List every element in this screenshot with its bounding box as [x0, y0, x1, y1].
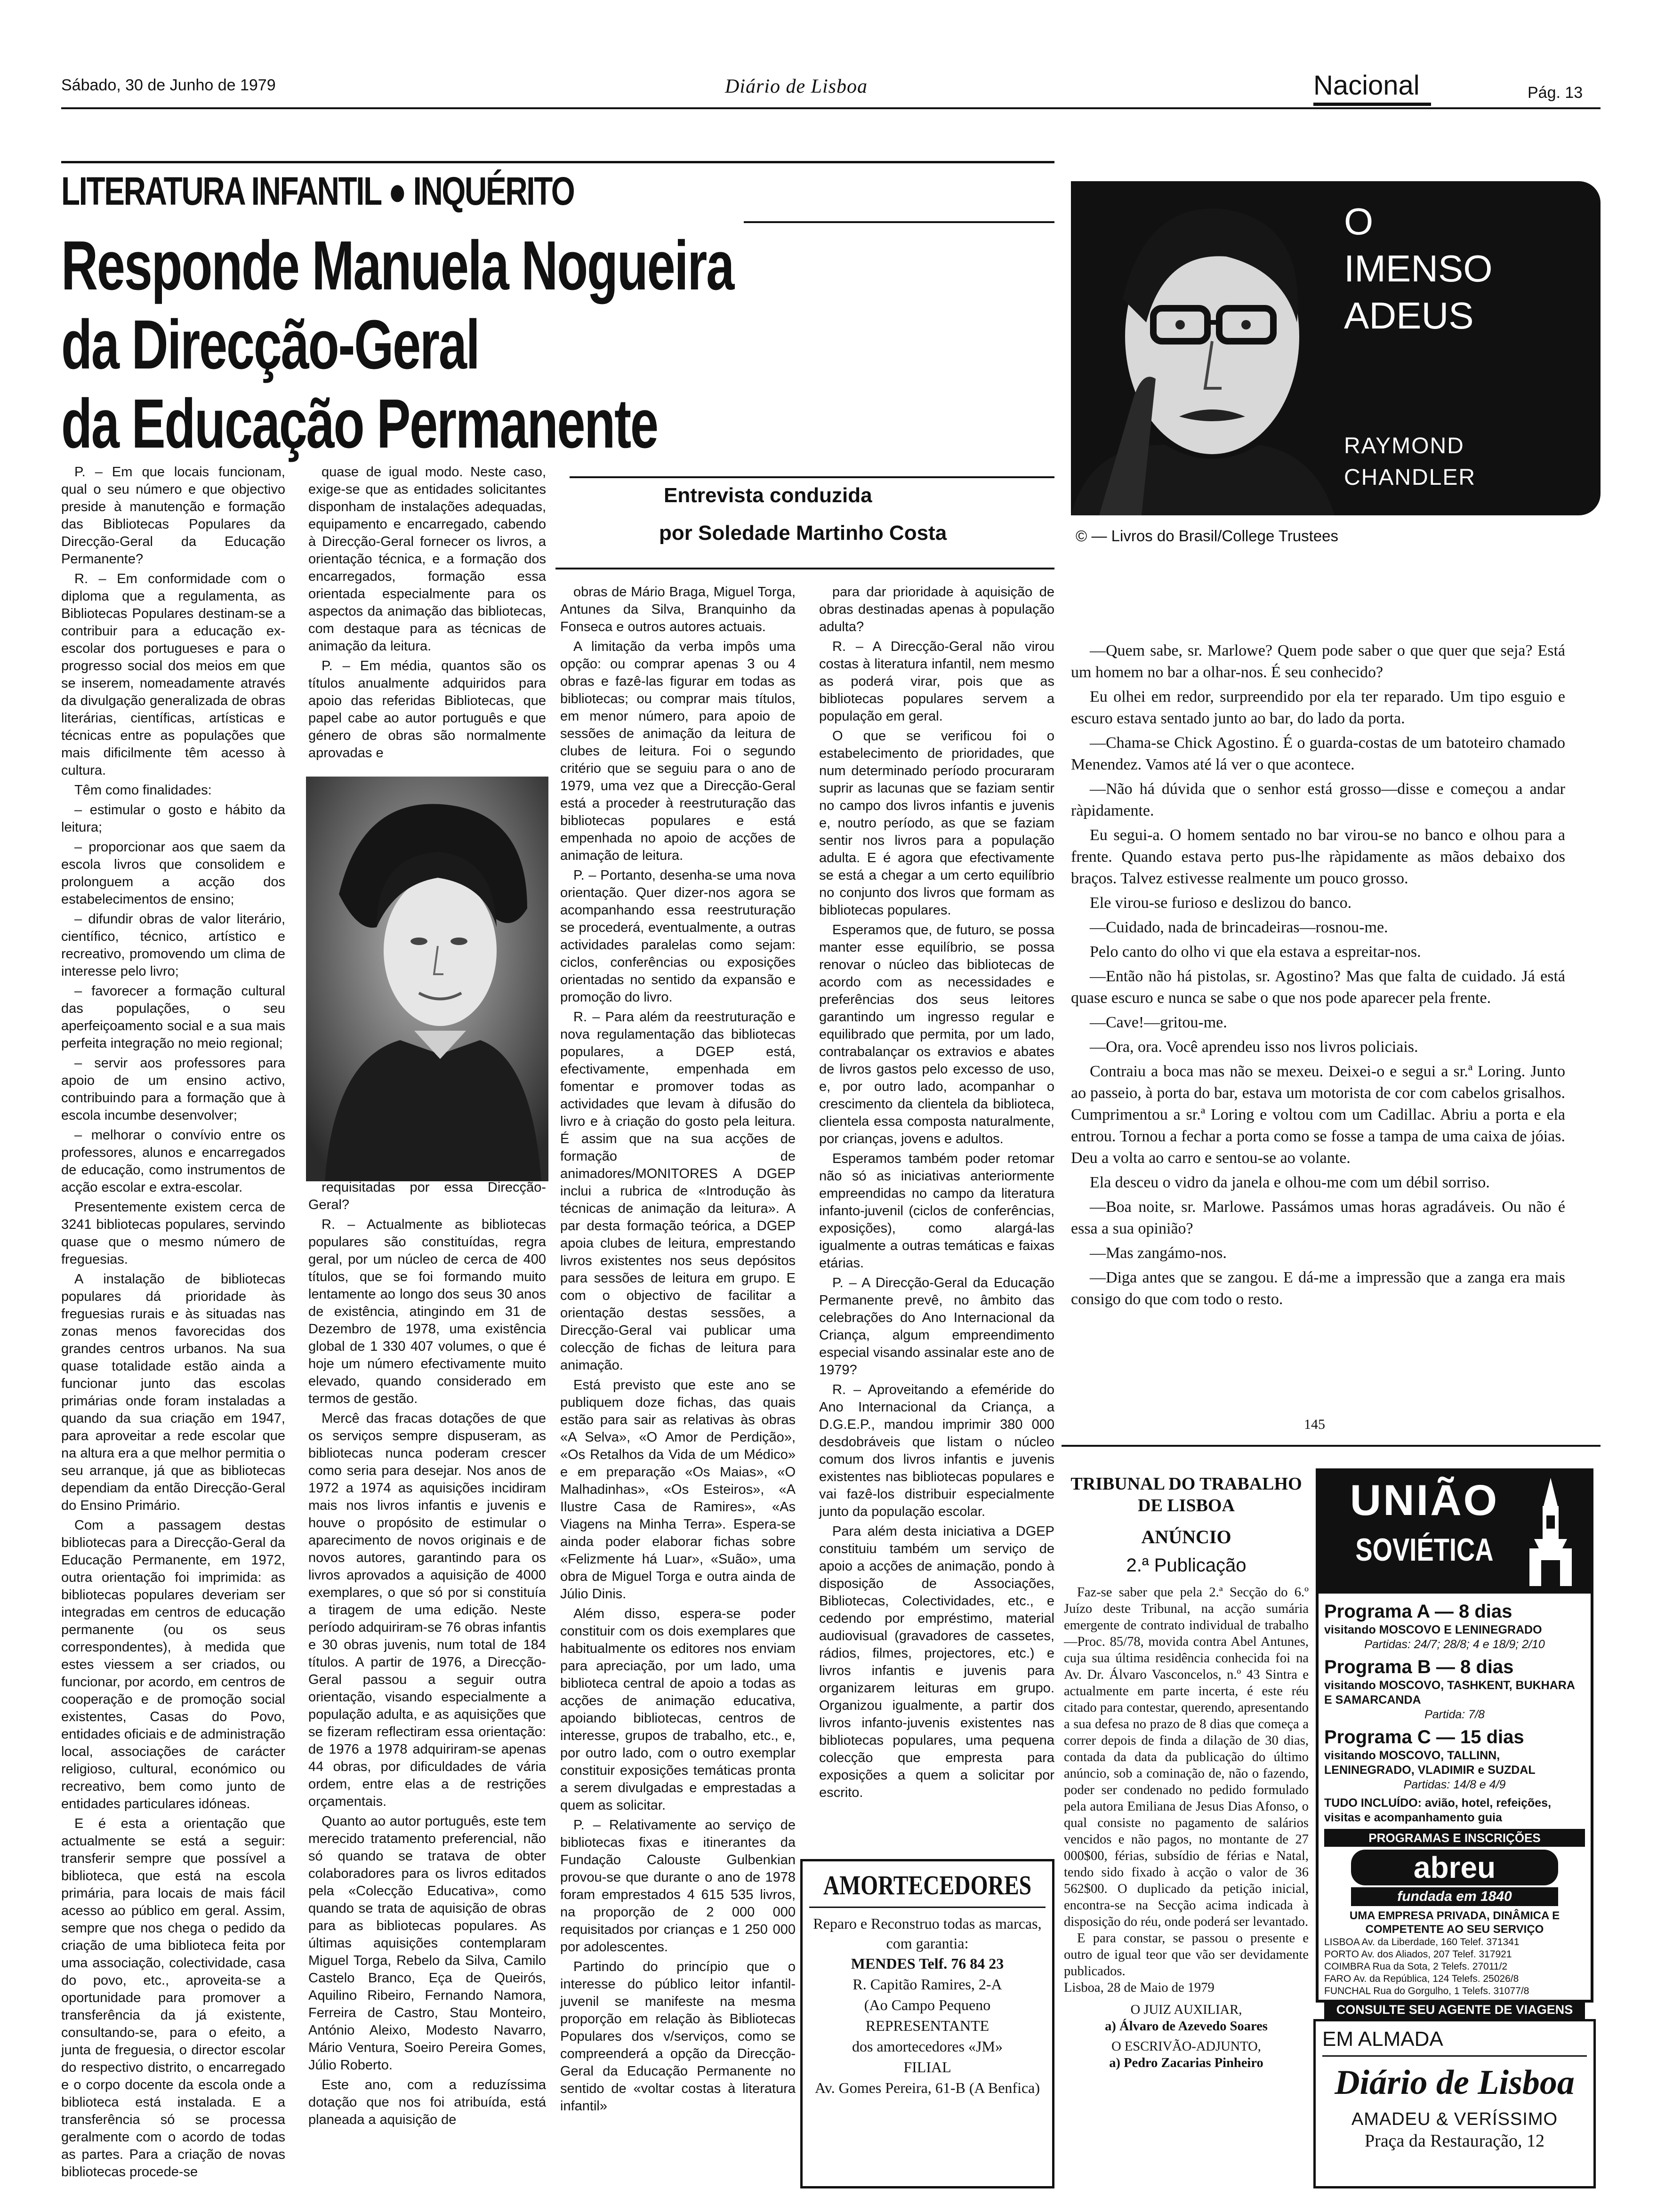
article-column-3: [560, 584, 796, 2186]
almada-label: EM ALMADA: [1322, 2026, 1587, 2057]
paragraph: R. – Para além da reestruturação e nova regulamentação das bibliotecas populares, a DGEP está, efectivamente, empenhada em fomentar e promover todas as actividades que levam à difusão do livro e à criação do gosto pela leitura. É assim que na sua acções de formação de animadores/MONITORES A DGEP inclui a rubrica de «Introdução às técnicas de animação da leitura». A par desta formação teórica, a DGEP apoia clubes de leitura, emprestando livros existentes nos seus depósitos para sessões de leitura em grupo. E com o objectivo de facilitar a orientação destas sessões, a Direcção-Geral vai publicar uma colecção de fichas de leitura para animação.: [560, 1010, 796, 1373]
program-days: 15 dias: [1460, 1727, 1524, 1747]
story-paragraph: —Quem sabe, sr. Marlowe? Quem pode saber o que quer que seja? Está um homem no bar a olhar-nos. É seu conhecido?: [1071, 642, 1565, 681]
headline-line-3: da Educação Permanente: [61, 385, 658, 463]
tribunal-title: DE LISBOA: [1138, 1496, 1235, 1515]
program-name: Programa C: [1324, 1727, 1431, 1747]
office-line: FARO Av. da República, 124 Telefs. 25026/8: [1324, 1973, 1519, 1984]
program-dates: Partidas: 24/7; 28/8; 4 e 18/9; 2/10: [1364, 1638, 1545, 1651]
program-days: 8 dias: [1459, 1601, 1512, 1622]
paragraph: P. – Em que locais funcionam, qual o seu número e que objectivo preside à manutenção e formação das Bibliotecas Populares da Direcção-Geral da Educação Permanente?: [61, 465, 285, 567]
program-dates: Partidas: 14/8 e 4/9: [1403, 1778, 1506, 1791]
section-name: Nacional: [1313, 70, 1420, 101]
story-paragraph: Eu olhei em redor, surpreendido por ela ter reparado. Um tipo esguio e escuro estava sentado junto ao bar, do lado da porta.: [1071, 688, 1565, 727]
portrait-photo: [306, 777, 548, 1181]
paragraph: Presentemente existem cerca de 3241 bibliotecas populares, servindo quase que o mesmo número de freguesias.: [61, 1200, 285, 1267]
soviet-cta: CONSULTE SEU AGENTE DE VIAGENS: [1324, 2000, 1585, 2019]
tribunal-clerk: a) Pedro Zacarias Pinheiro: [1109, 2056, 1263, 2070]
kicker-rule-top: [61, 161, 1054, 163]
paragraph: – estimular o gosto e hábito da leitura;: [61, 802, 285, 835]
amortecedores-line: Reparo e Reconstruo todas as marcas, com garantia:: [813, 1915, 1042, 1952]
amortecedores-line: REPRESENTANTE: [865, 2017, 989, 2034]
amortecedores-rule: [809, 1907, 1046, 1908]
paragraph: R. – A Direcção-Geral não virou costas à literatura infantil, nem mesmo as poderá virar, pois que as bibliotecas populares servem a população em geral.: [819, 639, 1054, 724]
office-line: FUNCHAL Rua do Gorgulho, 1 Telefs. 31077/8: [1324, 1986, 1529, 1996]
byline-rule-top: [570, 476, 1054, 478]
issue-date: Sábado, 30 de Junho de 1979: [61, 76, 276, 94]
abreu-founded: fundada em 1840: [1351, 1887, 1558, 1906]
paragraph: quase de igual modo. Neste caso, exige-se que as entidades solicitantes disponham de instalações adequadas, equipamento e encarregado, cabendo à Direcção-Geral fornecer os livros, a orientação técnica, e a formação dos encarregados, formação essa orientada especialmente para os aspectos da animação das bibliotecas, com destaque para as técnicas de animação da leitura.: [308, 465, 546, 654]
tribunal-judge: a) Álvaro de Azevedo Soares: [1105, 2019, 1268, 2034]
paragraph: P. – Em média, quantos são os títulos anualmente adquiridos para apoio das referidas Bibliotecas, que papel cabe ao autor português e que género de obras são normalmente aprovadas e: [308, 658, 546, 761]
feature-title-line-3: ADEUS: [1344, 295, 1474, 337]
almada-brand: Diário de Lisboa: [1335, 2063, 1575, 2102]
article-column-1: [61, 464, 285, 2186]
story-paragraph: Contraiu a boca mas não se mexeu. Deixei-o e segui a sr.ª Loring. Junto ao passeio, à porta do bar, estava um motorista de cor com cabelos grisalhos. Cumprimentou a sr.ª Loring e voltou com um Cadillac. Abriu a porta e ela entrou. Tornou a fechar a porta como se fosse a tampa de uma caixa de jóias. Deu a volta ao carro e sentou-se ao volante.: [1071, 1063, 1565, 1167]
paragraph: Além disso, espera-se poder constituir com os dois exemplares que habitualmente os editores nos enviam para apreciação, por um lado, uma biblioteca central de apoio a todas as acções de animação educativa, apoiando bibliotecas, centros de interesse, grupos de trabalho, etc., e, por outro lado, com o outro exemplar constituir exposições temáticas pronta a serem divulgadas e emprestadas a quem as solicitar.: [560, 1606, 796, 1813]
tribunal-notice: [1064, 1473, 1309, 2188]
feature-title-line-2: IMENSO: [1344, 248, 1493, 289]
program-visit: visitando MOSCOVO E LENINEGRADO: [1324, 1623, 1542, 1636]
paragraph: para dar prioridade à aquisição de obras destinadas apenas à população adulta?: [819, 585, 1054, 634]
amortecedores-line: (Ao Campo Pequeno: [864, 1996, 991, 2013]
tribunal-title: TRIBUNAL DO TRABALHO: [1070, 1474, 1302, 1494]
story-rule-bottom: [1062, 1445, 1601, 1447]
paragraph: requisitadas por essa Direcção-Geral?: [308, 1180, 546, 1212]
paragraph: Têm como finalidades:: [74, 783, 212, 798]
program-visit: visitando MOSCOVO, TALLINN, LENINEGRADO, VLADIMIR e SUZDAL: [1324, 1749, 1536, 1777]
soviet-includes: TUDO INCLUÍDO: avião, hotel, refeições, visitas e acompanhamento guia: [1324, 1796, 1552, 1824]
paragraph: R. – Em conformidade com o diploma que a regulamenta, as Bibliotecas Populares destinam-se a contribuir para a educação ex-escolar dos portugueses e para o progresso social dos meios em que se inserem, nomeadamente através da divulgação generalizada de obras literárias, científicas, artísticas e técnicas entre as populações que mais dificilmente têm acesso à cultura.: [61, 571, 285, 778]
paragraph: – servir aos professores para apoio de um ensino activo, contribuindo para a formação que à escola incumbe desenvolver;: [61, 1056, 285, 1123]
office-line: PORTO Av. dos Aliados, 207 Telef. 317921: [1324, 1949, 1512, 1960]
tribunal-judge-title: O JUIZ AUXILIAR,: [1130, 2003, 1242, 2017]
paragraph: R. – Actualmente as bibliotecas populares são constituídas, regra geral, por um núcleo de cerca de 400 títulos, que se foi formando muito lentamente ao longo dos seus 30 anos de existência, atingindo em 31 de Dezembro de 1978, uma existência global de 1 330 407 volumes, o que é hoje um número efectivamente muito elevado, quando considerado em termos de gestão.: [308, 1217, 546, 1406]
soviet-info-banner: PROGRAMAS E INSCRIÇÕES: [1324, 1829, 1585, 1847]
tribunal-closing: E para constar, se passou o presente e outro de igual teor que vão ser devidamente publicados.: [1064, 1931, 1309, 1979]
story-paragraph: —Cuidado, nada de brincadeiras—rosnou-me.: [1090, 919, 1388, 936]
program-name: Programa B: [1324, 1657, 1431, 1677]
soviet-title-2: SOVIÉTICA: [1355, 1532, 1494, 1568]
paper-name: Diário de Lisboa: [725, 76, 868, 97]
office-line: LISBOA Av. da Liberdade, 160 Telef. 371341: [1324, 1937, 1520, 1948]
paragraph: P. – A Direcção-Geral da Educação Permanente prevê, no âmbito das celebrações do Ano Internacional da Criança, algum empreendimento especial visando assinalar este ano de 1979?: [819, 1275, 1054, 1378]
tribunal-subtitle: ANÚNCIO: [1141, 1526, 1231, 1547]
program-c: Programa C — 15 dias visitando MOSCOVO, TALLINN, LENINEGRADO, VLADIMIR e SUZDAL Partidas: 14/8 e 4/9: [1324, 1726, 1585, 1792]
headline-line-1: Responde Manuela Nogueira: [61, 227, 734, 305]
paragraph: A limitação da verba impôs uma opção: ou comprar apenas 3 ou 4 obras e fazê-las figurar em todas as bibliotecas; ou comprar mais títulos, em menor número, para apoio de sessões de animação da leitura de clubes de leitura. Foi o segundo critério que se seguiu para o ano de 1979, uma vez que a Direcção-Geral está a proceder à reestruturação das bibliotecas populares e está empenhada no apoio de acções de animação de leitura.: [560, 639, 796, 863]
program-a: Programa A — 8 dias visitando MOSCOVO E LENINEGRADO Partidas: 24/7; 28/8; 4 e 18/9; 2/10: [1324, 1600, 1585, 1652]
article-column-4: [819, 584, 1054, 1817]
paragraph: R. – Aproveitando a efeméride do Ano Internacional da Criança, a D.G.E.P., mandou imprimir 380 000 desdobráveis que listam o núcleo comum dos livros infantis e juvenis existentes nas bibliotecas populares e vai fazê-los distribuir especialmente junto da população escolar.: [819, 1382, 1054, 1519]
story-paragraph: —Diga antes que se zangou. E dá-me a impressão que a zanga era mais consigo do que com todo o resto.: [1071, 1269, 1565, 1308]
story-paragraph: —Ora, ora. Você aprendeu isso nos livros policiais.: [1090, 1038, 1418, 1056]
amortecedores-phone: MENDES Telf. 76 84 23: [851, 1955, 1004, 1972]
tribunal-date: Lisboa, 28 de Maio de 1979: [1064, 1980, 1215, 1995]
amortecedores-ad: [800, 1859, 1054, 2188]
program-b: Programa B — 8 dias visitando MOSCOVO, TASHKENT, BUKHARA E SAMARCANDA Partida: 7/8: [1324, 1656, 1585, 1722]
story-paragraph: Ela desceu o vidro da janela e olhou-me com um débil sorriso.: [1090, 1174, 1490, 1191]
byline-line-1: Entrevista conduzida: [664, 484, 872, 507]
kicker-rule-bottom: [744, 221, 1054, 223]
program-name: Programa A: [1324, 1601, 1430, 1622]
program-visit: visitando MOSCOVO, TASHKENT, BUKHARA E SAMARCANDA: [1324, 1679, 1575, 1707]
story-paragraph: —Não há dúvida que o senhor está grosso—disse e começou a andar ràpidamente.: [1071, 780, 1565, 819]
almada-ad: [1313, 2019, 1596, 2188]
paragraph: Mercê das fracas dotações de que os serviços sempre dispuseram, as bibliotecas nunca poderam crescer como seria para desejar. Nos anos de 1972 a 1974 as aquisições incidiram mais nos livros infantis e juvenis e houve o propósito de estimular o aparecimento de novos originais e de novos autores, garantindo para os livros aprovados a aquisição de 4000 exemplares, o que só por si constituía a tiragem de uma edição. Neste período adquiriram-se 76 obras infantis e 30 obras juvenis, num total de 184 títulos. A partir de 1976, a Direcção-Geral passou a seguir outra orientação, visando especialmente a população adulta, e as aquisições que se fizeram reflectiram essa orientação: de 1976 a 1978 adquiriram-se apenas 44 obras, por dificuldades de vária ordem, entre elas a de restrições orçamentais.: [308, 1411, 546, 1809]
program-days: 8 dias: [1460, 1657, 1514, 1677]
paragraph: Para além desta iniciativa a DGEP constituiu também um serviço de apoio a acções de animação, pondo à disposição de Associações, Bibliotecas, Colectividades, etc., e cedendo por empréstimo, material audiovisual (gravadores de cassetes, rádios, filmes, projectores, etc.) e livros infantis e juvenis para organizarem leituras em grupo. Organizou igualmente, a partir dos livros infanto-juvenis existentes nas bibliotecas populares, uma pequena colecção que empresta para exposições a quem a solicitar por escrito.: [819, 1524, 1054, 1800]
woman-portrait-image: [306, 777, 548, 1181]
article-kicker: LITERATURA INFANTIL ● INQUÉRITO: [61, 169, 574, 213]
feature-author-line-1: RAYMOND: [1344, 433, 1464, 458]
paragraph: Com a passagem destas bibliotecas para a Direcção-Geral da Educação Permanente, em 1972, outra orientação foi imprimida: as bibliotecas populares deveriam ser integradas em centros de educação permanente (ou os seus correspondentes), à medida que estes viessem a ser criados, ou funcionar, por acordo, em centros de cooperação e de promoção social existentes, Casas do Povo, entidades oficiais e de administração local, associações de carácter religioso, cultural, económico ou recreativo, bem como junto de entidades particulares idóneas.: [61, 1518, 285, 1811]
section-underline: [1313, 103, 1431, 106]
paragraph: – melhorar o convívio entre os professores, alunos e encarregados de educação, como instrumentos de acção escolar e extra-escolar.: [61, 1128, 285, 1195]
soviet-travel-ad: [1316, 1468, 1593, 2017]
tribunal-body: Faz-se saber que pela 2.ª Secção do 6.º Juízo deste Tribunal, na acção sumária emergente de contrato individual de trabalho—Proc. 85/78, movida contra Abel Antunes, cuja sua última residência conhecida foi na Av. Dr. Álvaro Vasconcelos, n.º 43 Sintra e actualmente em parte incerta, é este réu citado para contestar, querendo, apresentando a sua defesa no prazo de 8 dias que começa a correr depois de finda a dilação de 30 dias, contada da data da publicação do último anúncio, sob a cominação de, não o fazendo, poder ser condenado no pedido formulado pela autora Emiliana de Jesus Dias Afonso, o qual consiste no pagamento de salários vencidos e não pagos, no montante de 27 000$00, férias, subsídio de férias e Natal, tendo sido fixado à acção o valor de 36 562$00. O duplicado da petição inicial, encontra-se na Secção acima indicada à disposição do réu, onde poderá ser levantado.: [1064, 1585, 1309, 1929]
soviet-title-1: UNIÃO: [1350, 1476, 1499, 1524]
paragraph: – difundir obras de valor literário, científico, técnico, artístico e recreativo, promovendo um clima de interesse pelo livro;: [61, 912, 285, 979]
tribunal-publication: 2.ª Publicação: [1126, 1555, 1247, 1576]
paragraph: A instalação de bibliotecas populares dá prioridade às freguesias rurais e às situadas nas zonas menos favorecidas dos grandes centros urbanos. Na sua quase totalidade estão ainda a funcionar junto das escolas primárias onde foram instaladas a quando da sua criação em 1947, para aproveitar a rede escolar que na altura era a que melhor permitia o seu arranque, já que as bibliotecas dependiam da então Direcção-Geral do Ensino Primário.: [61, 1272, 285, 1513]
paragraph: Esperamos também poder retomar não só as iniciativas anteriormente empreendidas no campo da literatura infanto-juvenil (ciclos de conferências, exposições), como alargá-las igualmente a outras temáticas e faixas etárias.: [819, 1151, 1054, 1271]
story-paragraph: —Mas zangámo-nos.: [1090, 1244, 1227, 1262]
amortecedores-line: Av. Gomes Pereira, 61-B (A Benfica): [814, 2079, 1040, 2096]
tribunal-clerk-title: O ESCRIVÃO-ADJUNTO,: [1111, 2039, 1261, 2054]
feature-author-line-2: CHANDLER: [1344, 465, 1476, 490]
paragraph: O que se verificou foi o estabelecimento de prioridades, que num determinado período procuraram suprir as lacunas que se faziam sentir no campo dos livros infantis e juvenis e, noutro período, as que se faziam sentir nos livros para a população adulta. E é agora que efectivamente se está a chegar a um certo equilíbrio no conjunto dos livros que formam as bibliotecas populares.: [819, 729, 1054, 918]
story-paragraph: —Cave!—gritou-me.: [1090, 1014, 1227, 1031]
amortecedores-line: FILIAL: [903, 2059, 951, 2076]
article-column-2-bottom: [308, 1179, 546, 2186]
author-portrait-image: [1071, 181, 1335, 515]
headline-line-2: da Direcção-Geral: [61, 306, 479, 384]
paragraph: Está previsto que este ano se publiquem doze fichas, das quais estão para sair as relativas às obras «A Selva», «O Amor de Perdição», «Os Retalhos da Vida de um Médico» e em preparação «Os Maias», «O Malhadinhas», «Os Esteiros», «A Ilustre Casa de Ramires», «As Viagens na Minha Terra». Espera-se ainda poder elaborar fichas sobre «Felizmente há Luar», «Suão», uma obra de Miguel Torga e outra ainda de Júlio Dinis.: [560, 1378, 796, 1602]
almada-name: AMADEU & VERÍSSIMO: [1351, 2109, 1558, 2129]
soviet-header: [1319, 1471, 1591, 1594]
amortecedores-line: dos amortecedores «JM»: [852, 2038, 1003, 2055]
byline-rule-bottom: [555, 568, 1054, 569]
story-paragraph: —Boa noite, sr. Marlowe. Passámos umas horas agradáveis. Ou não é essa a sua opinião?: [1071, 1198, 1565, 1237]
paragraph: Este ano, com a reduzíssima dotação que nos foi atribuída, está planeada a aquisição de: [308, 2077, 546, 2127]
masthead-rule: [61, 107, 1601, 109]
paragraph: E é esta a orientação que actualmente se está a seguir: transferir sempre que possível a biblioteca, que está na escola primária, para locais de mais fácil acesso ao público em geral. Assim, sempre que nos chega o pedido da criação de uma biblioteca feita por uma associação, colectividade, casa do povo, etc., aproveita-se a oportunidade para promover a transferência da já existente, consultando-se, para o efeito, a junta de freguesia, o director escolar do respectivo distrito, o encarregado e o corpo docente da escola onde a biblioteca está instalada. E a transferência só se processa geralmente com o acordo de todas as partes. Para a criação de novas bibliotecas procede-se: [61, 1816, 285, 2180]
article-column-2-top: [308, 464, 546, 761]
byline-line-2: por Soledade Martinho Costa: [659, 521, 947, 545]
abreu-logo: abreu: [1351, 1850, 1558, 1885]
amortecedores-line: R. Capitão Ramires, 2-A: [853, 1976, 1002, 1993]
story-paragraph: —Chama-se Chick Agostino. É o guarda-costas de um batoteiro chamado Menendez. Vamos até lá ver o que acontece.: [1071, 734, 1565, 773]
abreu-slogan: UMA EMPRESA PRIVADA, DINÂMICA E COMPETENTE AO SEU SERVIÇO: [1349, 1909, 1560, 1936]
office-line: COIMBRA Rua da Sota, 2 Telefs. 27011/2: [1324, 1961, 1508, 1972]
feature-credit: © — Livros do Brasil/College Trustees: [1076, 527, 1339, 545]
story-page-number: 145: [1304, 1417, 1325, 1432]
page-number: Pág. 13: [1528, 84, 1583, 102]
paragraph: P. – Portanto, desenha-se uma nova orientação. Quer dizer-nos agora se acompanhando essa reestruturação se procederá, eventualmente, a outras actividades paralelas como sejam: ciclos, conferências ou exposições orientadas no sentido da expansão e promoção do livro.: [560, 868, 796, 1005]
program-dates: Partida: 7/8: [1424, 1708, 1485, 1721]
story-paragraph: Ele virou-se furioso e deslizou do banco.: [1090, 894, 1352, 912]
almada-address: Praça da Restauração, 12: [1365, 2131, 1544, 2151]
story-paragraph: Eu segui-a. O homem sentado no bar virou-se no banco e olhou para a frente. Quando estava perto pus-lhe ràpidamente as mãos debaixo dos braços. Talvez estivesse realmente um pouco grosso.: [1071, 826, 1565, 887]
story-paragraph: —Então não há pistolas, sr. Agostino? Mas que falta de cuidado. Já está quase escuro e nunca se sabe o que nos pode aparecer pela frente.: [1071, 968, 1565, 1007]
feature-title-line-1: O: [1344, 200, 1374, 242]
story-paragraph: Pelo canto do olho vi que ela estava a espreitar-nos.: [1090, 943, 1421, 961]
paragraph: Partindo do princípio que o interesse do público leitor infantil-juvenil se manifeste na mesma proporção em relação às Bibliotecas Populares dos v/serviços, como se compreenderá a opção da Direcção-Geral da Educação Permanente no sentido de «voltar costas à literatura infantil»: [560, 1959, 796, 2114]
amortecedores-title: AMORTECEDORES: [823, 1870, 1032, 1900]
paragraph: – favorecer a formação cultural das populações, o seu aperfeiçoamento social e a sua mais perfeita integração no meio regional;: [61, 984, 285, 1051]
paragraph: Esperamos que, de futuro, se possa manter esse equilíbrio, se possa renovar o núcleo das bibliotecas de acordo com as necessidades e preferências dos seus leitores garantindo um ingresso regular e equilibrado que permita, por um lado, contrabalançar os extravios e abates de livros gastos pelo excesso de uso, e, por outro lado, acompanhar o crescimento da clientela da biblioteca, clientela essa composta naturalmente, por crianças, jovens e adultos.: [819, 922, 1054, 1146]
feature-story: [1071, 640, 1565, 1374]
feature-box: [1071, 181, 1601, 515]
paragraph: P. – Relativamente ao serviço de bibliotecas fixas e itinerantes da Fundação Calouste Gulbenkian provou-se que durante o ano de 1978 foram emprestados 4 615 535 livros, na proporção de 2 000 000 requisitados por crianças e 1 250 000 por adolescentes.: [560, 1818, 796, 1955]
paragraph: obras de Mário Braga, Miguel Torga, Antunes da Silva, Branquinho da Fonseca e outros autores actuais.: [560, 585, 796, 634]
paragraph: Quanto ao autor português, este tem merecido tratamento preferencial, não só quando se tratava de obter colaboradores para os livros editados pela «Colecção Educativa», como quando se trata de aquisição de obras para as bibliotecas populares. As últimas aquisições contemplaram Miguel Torga, Rebelo da Silva, Camilo Castelo Branco, Eça de Queirós, Aquilino Ribeiro, Fernando Namora, Ferreira de Castro, Stau Monteiro, António Aleixo, Modesto Navarro, Mário Ventura, Soeiro Pereira Gomes, Júlio Roberto.: [308, 1814, 546, 2073]
paragraph: – proporcionar aos que saem da escola livros que consolidem e prolonguem a acção dos estabelecimentos de ensino;: [61, 840, 285, 907]
